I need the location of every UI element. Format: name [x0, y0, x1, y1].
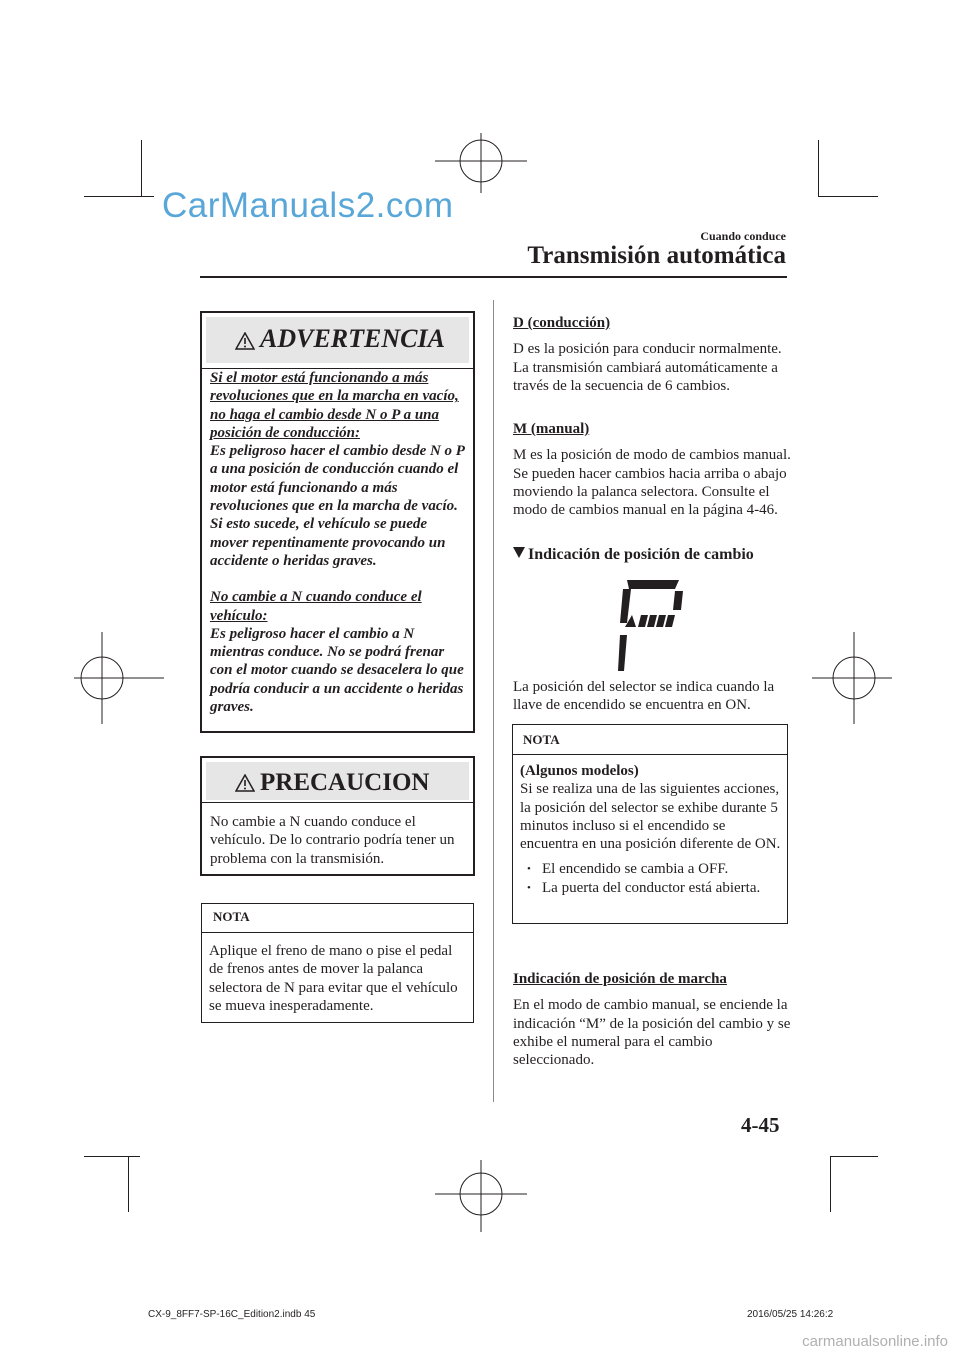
gear-section	[513, 970, 793, 1069]
triangle-down-icon	[513, 547, 525, 558]
crop-mark	[128, 1156, 129, 1212]
list-item: • El encendido se cambia a OFF.	[520, 860, 783, 878]
header-rule	[200, 276, 787, 278]
warning-p2-title: No cambie a N cuando conduce el vehículo:	[210, 589, 422, 624]
warning-body	[210, 369, 467, 716]
divider	[202, 932, 473, 933]
note-heading: NOTA	[523, 732, 560, 747]
gear-title: Indicación de posición de marcha	[513, 971, 727, 987]
warning-header	[206, 317, 469, 363]
crop-mark	[84, 1156, 140, 1157]
d-body: D es la posición para conducir normalmente. La transmisión cambiará automáticamente a través de la secuencia de 6 cambios.	[513, 341, 782, 394]
page-number: 4-45	[741, 1113, 780, 1137]
watermark-logo[interactable]: CarManuals2.com	[162, 186, 454, 225]
crop-mark	[830, 1156, 831, 1212]
d-title: D (conducción)	[513, 315, 611, 331]
gear-body: En el modo de cambio manual, se enciende la indicación “M” de la posición del cambio y se exhibe el numeral para el cambio seleccionado.	[513, 997, 791, 1069]
registration-target-icon	[812, 632, 892, 724]
registration-target-icon	[435, 1160, 527, 1250]
footer-file: CX-9_8FF7-SP-16C_Edition2.indb 45	[148, 1309, 316, 1320]
divider	[202, 802, 473, 803]
footer-timestamp: 2016/05/25 14:26:2	[747, 1309, 834, 1320]
warning-p2-body: Es peligroso hacer el cambio a N mientras conduce. No se podrá frenar con el motor cuando se desacelera lo que podría conducir a un accidente o heridas graves.	[210, 625, 464, 716]
warning-p1-body: Es peligroso hacer el cambio desde N o P a una posición de conducción cuando el motor está funcionando a más revoluciones que en la marcha de vacío. Si esto sucede, el vehículo se puede mover repentinamente provocando un accidente o heridas graves.	[210, 443, 465, 569]
section-label: Cuando conduce	[700, 229, 786, 243]
warning-triangle-icon	[235, 332, 255, 350]
page-title: Transmisión automática	[527, 242, 786, 269]
warning-p1-title: Si el motor está funcionando a más revoluciones que en la marcha en vacío, no haga el cambio desde N o P a una posición de conducción:	[210, 370, 459, 441]
crop-mark	[818, 196, 878, 197]
warning-box	[200, 311, 475, 733]
caution-header	[206, 762, 469, 800]
crop-mark	[818, 140, 819, 196]
note-heading: NOTA	[213, 909, 250, 924]
caution-body: No cambie a N cuando conduce el vehículo. De lo contrario podría tener un problema con la transmisión.	[210, 814, 455, 867]
m-body: M es la posición de modo de cambios manual. Se pueden hacer cambios hacia arriba o abajo moviendo la palanca selectora. Consulte el modo de cambios manual en la página 4-46.	[513, 447, 791, 519]
note-box	[201, 903, 474, 1023]
indicator-text: La posición del selector se indica cuando la llave de encendido se encuentra en ON.	[513, 679, 775, 714]
column-divider	[493, 300, 494, 1102]
crop-mark	[830, 1156, 878, 1157]
note-body: Aplique el freno de mano o pise el pedal de frenos antes de mover la palanca selectora de N para evitar que el vehículo se mueva inesperadamente.	[209, 943, 458, 1014]
m-title: M (manual)	[513, 421, 590, 437]
list-item: • La puerta del conductor está abierta.	[520, 879, 783, 897]
section-heading	[513, 546, 754, 564]
warning-triangle-icon	[235, 774, 255, 792]
note-box	[512, 724, 788, 924]
m-section	[513, 420, 793, 519]
registration-target-icon	[74, 632, 164, 724]
caution-heading: PRECAUCION	[260, 769, 430, 796]
watermark-text[interactable]: carmanualsonline.info	[802, 1333, 948, 1350]
d-section	[513, 314, 793, 395]
indicator-text-section	[513, 678, 793, 715]
crop-mark	[84, 196, 154, 197]
crop-mark	[141, 140, 142, 196]
divider	[513, 754, 787, 755]
caution-box	[200, 756, 475, 876]
note-body: Si se realiza una de las siguientes acciones, la posición del selector se exhibe durante 5 minutos incluso si el encendido se encuentra en una posición diferente de ON.	[520, 781, 781, 853]
section-heading-text: Indicación de posición de cambio	[528, 546, 754, 563]
gear-indicator-icon	[617, 577, 685, 673]
note-models: (Algunos modelos)	[520, 763, 639, 779]
warning-heading: ADVERTENCIA	[260, 324, 445, 353]
